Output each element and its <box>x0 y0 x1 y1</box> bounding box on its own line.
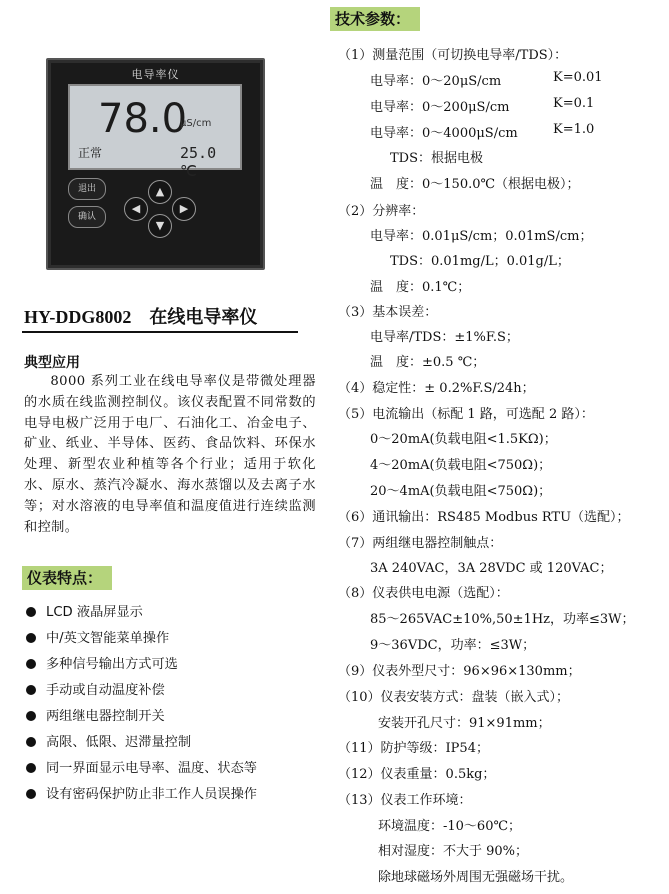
feature-item: 手动或自动温度补偿 <box>26 679 165 698</box>
spec-line: 电导率：0.01μS/cm；0.01mS/cm； <box>370 229 593 244</box>
arrow-right-icon: ▶ <box>172 197 196 221</box>
bullet-icon <box>26 789 36 799</box>
spec-line: 3A 240VAC，3A 28VDC 或 120VAC； <box>370 561 613 576</box>
feature-item: 设有密码保护防止非工作人员误操作 <box>26 783 257 802</box>
spec-line: 安装开孔尺寸：91×91mm； <box>378 716 551 731</box>
spec-line: TDS：0.01mg/L；0.01g/L； <box>390 254 570 269</box>
lcd-screen <box>68 84 242 180</box>
lcd-value: 78.0 <box>98 96 188 142</box>
lcd-status: 正常 <box>78 146 103 160</box>
spec-line: 4～20mA(负载电阻<750Ω)； <box>370 458 552 473</box>
lcd-unit: μS/cm <box>180 118 212 129</box>
bullet-icon <box>26 711 36 721</box>
spec-line: （5）电流输出（标配 1 路，可选配 2 路）： <box>338 407 594 422</box>
spec-line: K=0.01 <box>553 70 603 85</box>
arrow-left-icon: ◀ <box>124 197 148 221</box>
bullet-icon <box>26 607 36 617</box>
spec-line: （10）仪表安装方式：盘装（嵌入式）； <box>338 690 570 705</box>
spec-line: （11）防护等级：IP54； <box>338 741 489 756</box>
typical-paragraph: 8000 系列工业在线电导率仪是带微处理器的水质在线监测控制仪。该仪表配置不同常数的电导电极广泛用于电厂、石油化工、冶金电子、矿业、纸业、半导体、医药、食品饮料、环保水处理、新型农业种植等各个行业；适用于软化水、原水、蒸汽冷凝水、海水蒸馏以及去离子水等；对水溶液的电导率值和温度值进行连续监测和控制。 <box>24 374 316 535</box>
feature-item: LCD 液晶屏显示 <box>26 601 143 620</box>
instrument-photo <box>46 58 265 270</box>
title-underline <box>22 331 298 333</box>
spec-line: 9～36VDC，功率：≤3W； <box>370 638 536 653</box>
bullet-icon <box>26 763 36 773</box>
spec-line: 温 度：±0.5 ℃； <box>370 355 486 370</box>
feature-item: 多种信号输出方式可选 <box>26 653 178 672</box>
spec-line: 电导率：0～4000μS/cm <box>370 126 518 141</box>
bullet-icon <box>26 685 36 695</box>
typical-heading: 典型应用 <box>24 355 80 371</box>
feature-item: 两组继电器控制开关 <box>26 705 165 724</box>
spec-line: 85～265VAC±10%,50±1Hz，功率≤3W； <box>370 612 635 627</box>
spec-line: （3）基本误差： <box>338 305 438 320</box>
spec-line: （8）仪表供电电源（选配）： <box>338 586 509 601</box>
model-title: HY-DDG8002 在线电导率仪 <box>24 307 258 327</box>
device-title: 电导率仪 <box>131 68 180 81</box>
spec-line: 环境温度：-10～60℃； <box>378 819 522 834</box>
spec-line: （12）仪表重量：0.5kg； <box>338 767 496 782</box>
bullet-icon <box>26 737 36 747</box>
specs-heading: 技术参数： <box>330 7 420 31</box>
spec-line: （2）分辨率： <box>338 204 425 219</box>
spec-line: （9）仪表外型尺寸：96×96×130mm； <box>338 664 581 679</box>
bullet-icon <box>26 659 36 669</box>
spec-line: 20～4mA(负载电阻<750Ω)； <box>370 484 552 499</box>
spec-line: 温 度：0～150.0℃（根据电极）； <box>370 177 580 192</box>
spec-line: 除地球磁场外周围无强磁场干扰。 <box>378 870 574 885</box>
spec-line: （1）测量范围（可切换电导率/TDS）： <box>338 48 568 63</box>
spec-line: K=0.1 <box>553 96 595 111</box>
lcd-temperature: 25.0 ℃ <box>180 144 217 180</box>
arrow-up-icon: ▲ <box>148 180 172 204</box>
arrow-down-icon: ▼ <box>148 214 172 238</box>
spec-line: （13）仪表工作环境： <box>338 793 472 808</box>
spec-line: （4）稳定性：± 0.2%F.S/24h； <box>338 381 535 396</box>
spec-line: K=1.0 <box>553 122 595 137</box>
spec-line: 温 度：0.1℃； <box>370 280 471 295</box>
feature-item: 同一界面显示电导率、温度、状态等 <box>26 757 257 776</box>
spec-line: （6）通讯输出：RS485 Modbus RTU（选配）； <box>338 510 630 525</box>
exit-key: 退出 <box>68 178 106 200</box>
spec-line: 电导率：0～20μS/cm <box>370 74 502 89</box>
feature-item: 中/英文智能菜单操作 <box>26 627 169 646</box>
spec-line: 相对湿度：不大于 90%； <box>378 844 529 859</box>
bullet-icon <box>26 633 36 643</box>
spec-line: 0～20mA(负载电阻<1.5KΩ)； <box>370 432 557 447</box>
spec-line: 电导率/TDS：±1%F.S； <box>370 330 519 345</box>
spec-line: TDS：根据电极 <box>390 151 483 166</box>
spec-line: 电导率：0～200μS/cm <box>370 100 510 115</box>
spec-line: （7）两组继电器控制触点： <box>338 536 503 551</box>
features-heading: 仪表特点： <box>22 566 112 590</box>
confirm-key: 确认 <box>68 206 106 228</box>
feature-item: 高限、低限、迟滞量控制 <box>26 731 191 750</box>
